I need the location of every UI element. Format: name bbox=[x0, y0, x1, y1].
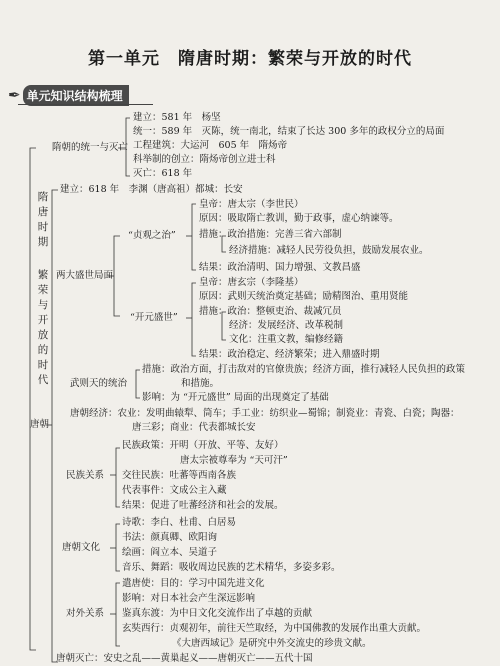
economy-line: 唐三彩；商业：代表都城长安 bbox=[132, 422, 256, 433]
kaiyuan-line: 原因：武则天统治奠定基础；励精图治、重用贤能 bbox=[199, 291, 409, 302]
zhenguan-label: “贞观之治” bbox=[128, 230, 176, 241]
kaiyuan-line: 措施：政治：整顿吏治、裁减冗员 bbox=[199, 306, 342, 317]
zhenguan-line: 原因：吸取隋亡教训，勤于政事，虚心纳谏等。 bbox=[199, 213, 399, 224]
ethnic-line: 唐太宗被尊奉为 “天可汗” bbox=[180, 455, 288, 466]
kaiyuan-label: “开元盛世” bbox=[130, 312, 178, 323]
foreign-line: 遣唐使：目的：学习中国先进文化 bbox=[122, 578, 265, 589]
scroll-icon: ✒ bbox=[8, 86, 21, 104]
left-column-period: 隋唐时期 bbox=[37, 191, 49, 248]
culture-line: 绘画：阎立本、吴道子 bbox=[122, 547, 218, 558]
wuzetian-line: 和措施。 bbox=[181, 378, 220, 389]
economy-line: 唐朝经济：农业：发明曲辕犁、筒车；手工业：纺织业—蜀锦；制瓷业：青瓷、白瓷；陶器： bbox=[70, 408, 460, 419]
foreign-label: 对外关系 bbox=[66, 608, 105, 619]
foreign-line: 鉴真东渡：为中日文化交流作出了卓越的贡献 bbox=[122, 608, 313, 619]
tang-fall: 唐朝灭亡：安史之乱——黄巢起义——唐朝灭亡——五代十国 bbox=[56, 653, 313, 664]
tang-founding: 建立：618 年 李渊（唐高祖）都城：长安 bbox=[60, 184, 243, 195]
left-column-theme: 繁荣与开放的时代 bbox=[37, 269, 49, 386]
zhenguan-line: 经济措施：减轻人民劳役负担，鼓励发展农业。 bbox=[229, 245, 429, 256]
foreign-line: 玄奘西行：贞观初年，前往天竺取经，为中国佛教的发展作出重大贡献。 bbox=[122, 623, 427, 634]
wuzetian-line: 措施：政治方面，打击敌对的官僚贵族；经济方面，推行减轻人民负担的政策 bbox=[142, 364, 466, 375]
ethnic-line: 代表事件：文成公主入藏 bbox=[122, 485, 227, 496]
culture-line: 书法：颜真卿、欧阳询 bbox=[122, 532, 218, 543]
ethnic-line: 交往民族：吐蕃等西南各族 bbox=[122, 470, 237, 481]
foreign-line: 影响：对日本社会产生深远影响 bbox=[122, 593, 256, 604]
culture-line: 音乐、舞蹈：吸收周边民族的艺术精华，多姿多彩。 bbox=[122, 562, 341, 573]
culture-line: 诗歌：李白、杜甫、白居易 bbox=[122, 517, 237, 528]
zhenguan-line: 皇帝：唐太宗（李世民） bbox=[199, 199, 304, 210]
two-eras-label: 两大盛世局面 bbox=[56, 270, 114, 281]
sui-branch-label: 隋朝的统一与灭亡 bbox=[52, 142, 129, 153]
culture-label: 唐朝文化 bbox=[62, 542, 101, 553]
tang-branch-label: 唐朝 bbox=[30, 419, 50, 430]
sui-item: 统一：589 年 灭陈，统一南北，结束了长达 300 多年的政权分立的局面 bbox=[133, 126, 445, 137]
kaiyuan-line: 结果：政治稳定、经济繁荣；进入鼎盛时期 bbox=[199, 349, 380, 360]
sui-item: 灭亡：618 年 bbox=[133, 168, 193, 179]
sui-item: 科举制的创立：隋炀帝创立进士科 bbox=[133, 154, 276, 165]
wuzetian-line: 影响：为 “开元盛世” 局面的出现奠定了基础 bbox=[142, 392, 329, 403]
zhenguan-line: 措施：政治措施：完善三省六部制 bbox=[199, 229, 342, 240]
sui-item: 建立：581 年 杨坚 bbox=[133, 112, 221, 123]
ethnic-line: 民族政策：开明（开放、平等、友好） bbox=[122, 440, 284, 451]
zhenguan-line: 结果：政治清明、国力增强、文教昌盛 bbox=[199, 262, 361, 273]
kaiyuan-line: 经济：发展经济、改革税制 bbox=[229, 320, 344, 331]
wuzetian-label: 武则天的统治 bbox=[70, 378, 128, 389]
sui-item: 工程建筑：大运河 605 年 隋炀帝 bbox=[133, 140, 288, 151]
kaiyuan-line: 皇帝：唐玄宗（李隆基） bbox=[199, 277, 304, 288]
page-title: 第一单元 隋唐时期：繁荣与开放的时代 bbox=[88, 49, 412, 69]
ethnic-label: 民族关系 bbox=[66, 470, 105, 481]
foreign-line: 《大唐西域记》是研究中外交流史的珍贵文献。 bbox=[172, 638, 372, 649]
kaiyuan-line: 文化：注重文教，编修经籍 bbox=[229, 334, 344, 345]
section-label: 单元知识结构梳理 bbox=[23, 85, 129, 106]
ethnic-line: 结果：促进了吐蕃经济和社会的发展。 bbox=[122, 500, 284, 511]
